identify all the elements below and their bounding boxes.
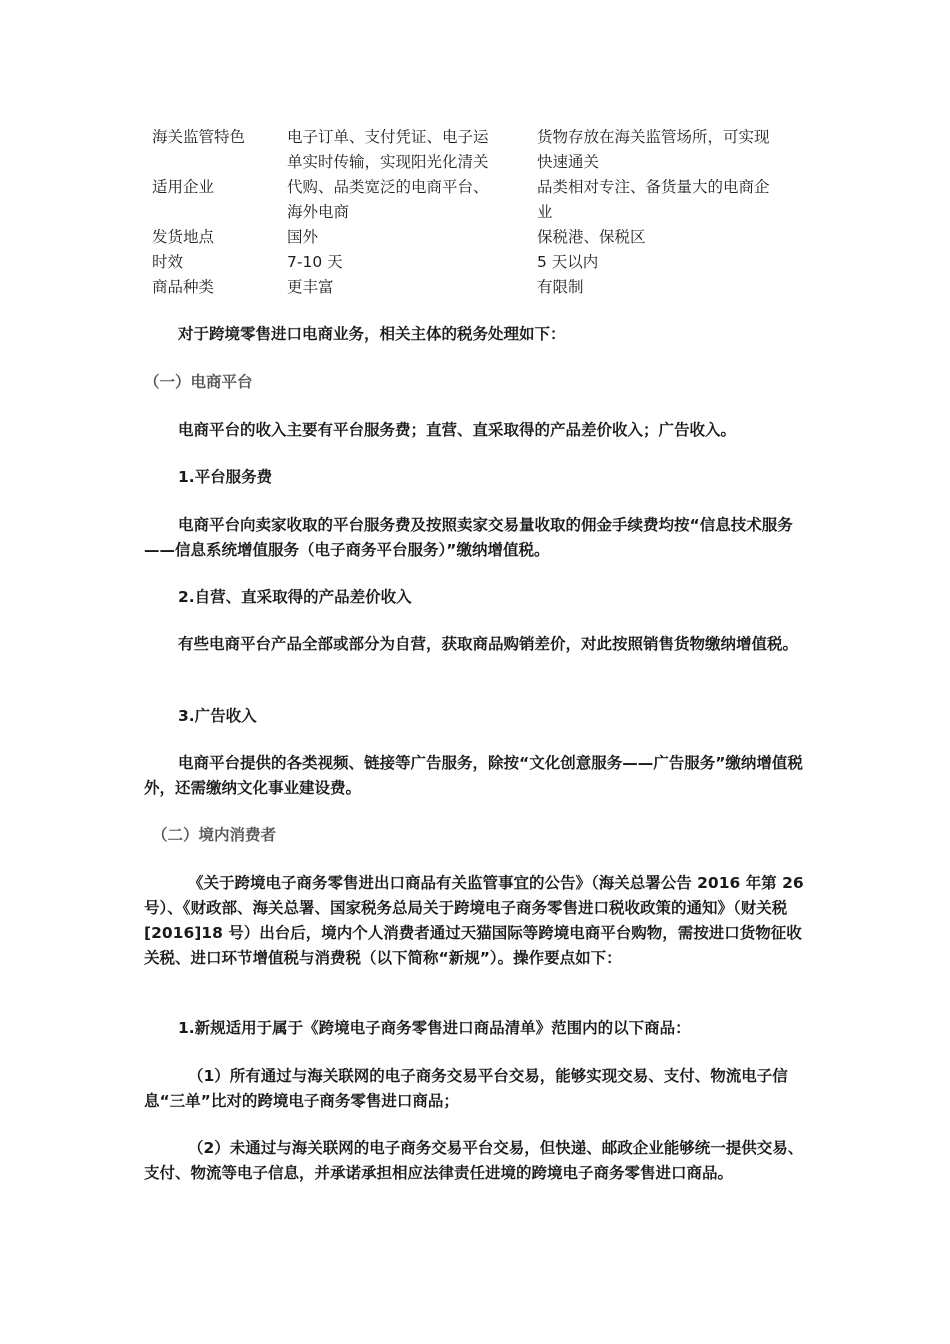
table-cell-label: 发货地点 xyxy=(152,228,215,246)
table-cell: 更丰富 xyxy=(287,278,334,296)
table-cell: 品类相对专注、备货量大的电商企 业 xyxy=(537,178,770,221)
list-item: （2）未通过与海关联网的电子商务交易平台交易，但快递、邮政企业能够统一提供交易、支付、物流等电子信息，并承诺承担相应法律责任进境的跨境电子商务零售进口商品。 xyxy=(144,1139,804,1182)
subsection-heading: 1.平台服务费 xyxy=(178,468,273,486)
table-cell: 7-10 天 xyxy=(287,253,343,271)
paragraph: 电商平台的收入主要有平台服务费；直营、直采取得的产品差价收入；广告收入。 xyxy=(178,421,737,439)
paragraph: 电商平台向卖家收取的平台服务费及按照卖家交易量收取的佣金手续费均按“信息技术服务——信息系统增值服务（电子商务平台服务）”缴纳增值税。 xyxy=(144,516,793,559)
paragraph: 有些电商平台产品全部或部分为自营，获取商品购销差价，对此按照销售货物缴纳增值税。 xyxy=(178,635,799,653)
subsection-heading: 3.广告收入 xyxy=(178,707,257,725)
paragraph: 电商平台提供的各类视频、链接等广告服务，除按“文化创意服务——广告服务”缴纳增值税外，还需缴纳文化事业建设费。 xyxy=(144,754,803,797)
table-cell: 国外 xyxy=(287,228,319,246)
table-cell: 保税港、保税区 xyxy=(537,228,646,246)
table-cell-label: 适用企业 xyxy=(152,178,215,196)
section-heading: （二）境内消费者 xyxy=(152,826,277,844)
intro-paragraph: 对于跨境零售进口电商业务，相关主体的税务处理如下： xyxy=(178,325,566,343)
table-cell: 代购、品类宽泛的电商平台、 海外电商 xyxy=(287,178,489,221)
table-cell-label: 时效 xyxy=(152,253,184,271)
subsection-heading: 2.自营、直采取得的产品差价收入 xyxy=(178,588,412,606)
table-cell-label: 海关监管特色 xyxy=(152,128,246,146)
table-cell: 有限制 xyxy=(537,278,584,296)
table-cell: 电子订单、支付凭证、电子运 单实时传输，实现阳光化清关 xyxy=(287,128,489,171)
table-cell: 5 天以内 xyxy=(537,253,599,271)
paragraph: 1.新规适用于属于《跨境电子商务零售进口商品清单》范围内的以下商品： xyxy=(178,1019,691,1037)
section-heading: （一）电商平台 xyxy=(144,373,253,391)
list-item: （1）所有通过与海关联网的电子商务交易平台交易，能够实现交易、支付、物流电子信息“三单”比对的跨境电子商务零售进口商品； xyxy=(144,1067,788,1110)
paragraph: 《关于跨境电子商务零售进出口商品有关监管事宜的公告》（海关总署公告 2016 年第 26 号）、《财政部、海关总署、国家税务总局关于跨境电子商务零售进口税收政策的通知》（财关税[2016]18 号）出台后，境内个人消费者通过天猫国际等跨境电商平台购物，需按进口货物征收关税、进口环节增值税与消费税（以下简称“新规”）。操作要点如下： xyxy=(144,874,804,967)
table-cell-label: 商品种类 xyxy=(152,278,215,296)
table-cell: 货物存放在海关监管场所，可实现 快速通关 xyxy=(537,128,770,171)
